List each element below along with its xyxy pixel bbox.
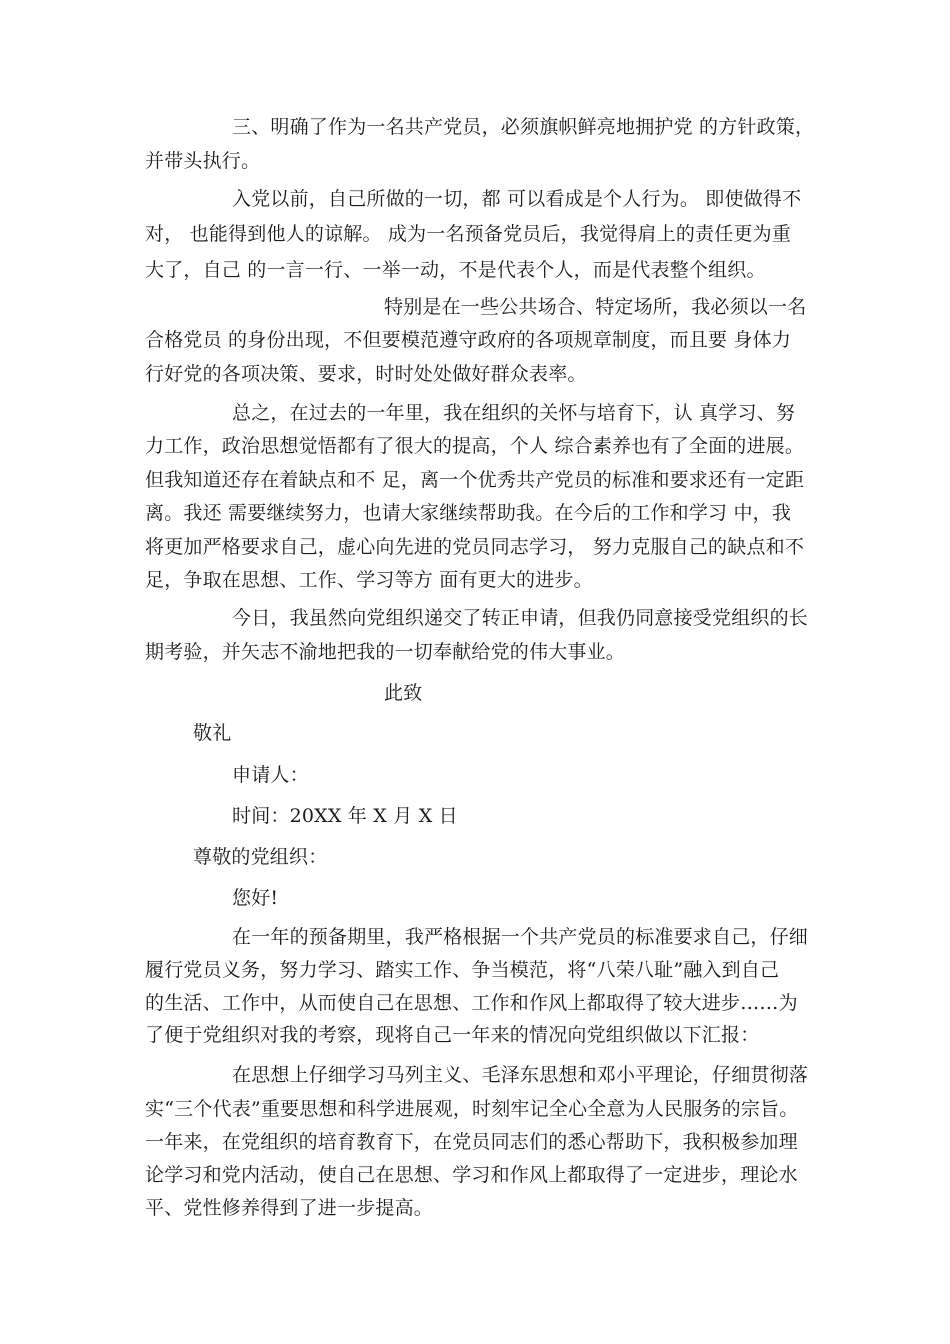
text-line: 在思想上仔细学习马列主义、毛泽东思想和邓小平理论，仔细贯彻落 (232, 1064, 809, 1086)
text-line: 特别是在一些公共场合、特定场所，我必须以一名 (384, 296, 807, 318)
text-line: 离。我还 需要继续努力，也请大家继续帮助我。在今后的工作和学习 中，我 (145, 502, 792, 524)
text-line: 对， 也能得到他人的谅解。 成为一名预备党员后，我觉得肩上的责任更为重 (145, 223, 792, 245)
text-line: 了便于党组织对我的考察，现将自己一年来的情况向党组织做以下汇报： (145, 1024, 760, 1046)
text-line: 平、党性修养得到了进一步提高。 (145, 1197, 434, 1219)
applicant-label: 申请人： (232, 764, 309, 786)
text-line: 的生活、工作中，从而使自己在思想、工作和作风上都取得了较大进步……为 (145, 992, 798, 1014)
greeting: 您好! (232, 887, 279, 909)
text-line: 期考验，并矢志不渝地把我的一切奉献给党的伟大事业。 (145, 641, 626, 663)
text-line: 实“三个代表”重要思想和科学进展观，时刻牢记全心全意为人民服务的宗旨。 (145, 1098, 799, 1120)
text-line: 大了，自己 的一言一行、一举一动，不是代表个人，而是代表整个组织。 (145, 259, 766, 281)
text-line: 三、明确了作为一名共产党员，必须旗帜鲜亮地拥护党 的方针政策， (232, 116, 815, 138)
text-line: 一年来，在党组织的培育教育下，在党员同志们的悉心帮助下，我积极参加理 (145, 1131, 798, 1153)
greeting-heading: 尊敬的党组织： (193, 846, 328, 868)
text-line: 履行党员义务，努力学习、踏实工作、争当模范，将“八荣八耻”融入到自己 (145, 959, 780, 981)
salutation: 敬礼 (193, 722, 232, 744)
text-line: 行好党的各项决策、要求，时时处处做好群众表率。 (145, 363, 587, 385)
text-line: 并带头执行。 (145, 150, 261, 172)
text-line: 总之，在过去的一年里，我在组织的关怀与培育下，认 真学习、努 (232, 402, 796, 424)
text-line: 足，争取在思想、工作、学习等方 面有更大的进步。 (145, 569, 593, 591)
text-line: 论学习和党内活动，使自己在思想、学习和作风上都取得了一定进步，理论水 (145, 1164, 798, 1186)
text-line: 但我知道还存在着缺点和不 足，离一个优秀共产党员的标准和要求还有一定距 (145, 469, 805, 491)
text-line: 入党以前，自己所做的一切，都 可以看成是个人行为。 即使做得不 (232, 188, 802, 210)
text-line: 今日，我虽然向党组织递交了转正申请，但我仍同意接受党组织的长 (232, 607, 809, 629)
text-line: 将更加严格要求自己，虚心向先进的党员同志学习， 努力克服自己的缺点和不 (145, 536, 805, 558)
date-line: 时间：20XX 年 X 月 X 日 (232, 805, 458, 827)
text-line: 力工作，政治思想觉悟都有了很大的提高，个人 综合素养也有了全面的进展。 (145, 435, 805, 457)
text-line: 合格党员 的身份出现，不但要模范遵守政府的各项规章制度，而且要 身体力 (145, 329, 792, 351)
text-line: 在一年的预备期里，我严格根据一个共产党员的标准要求自己，仔细 (232, 926, 809, 948)
closing-phrase: 此致 (384, 682, 423, 704)
